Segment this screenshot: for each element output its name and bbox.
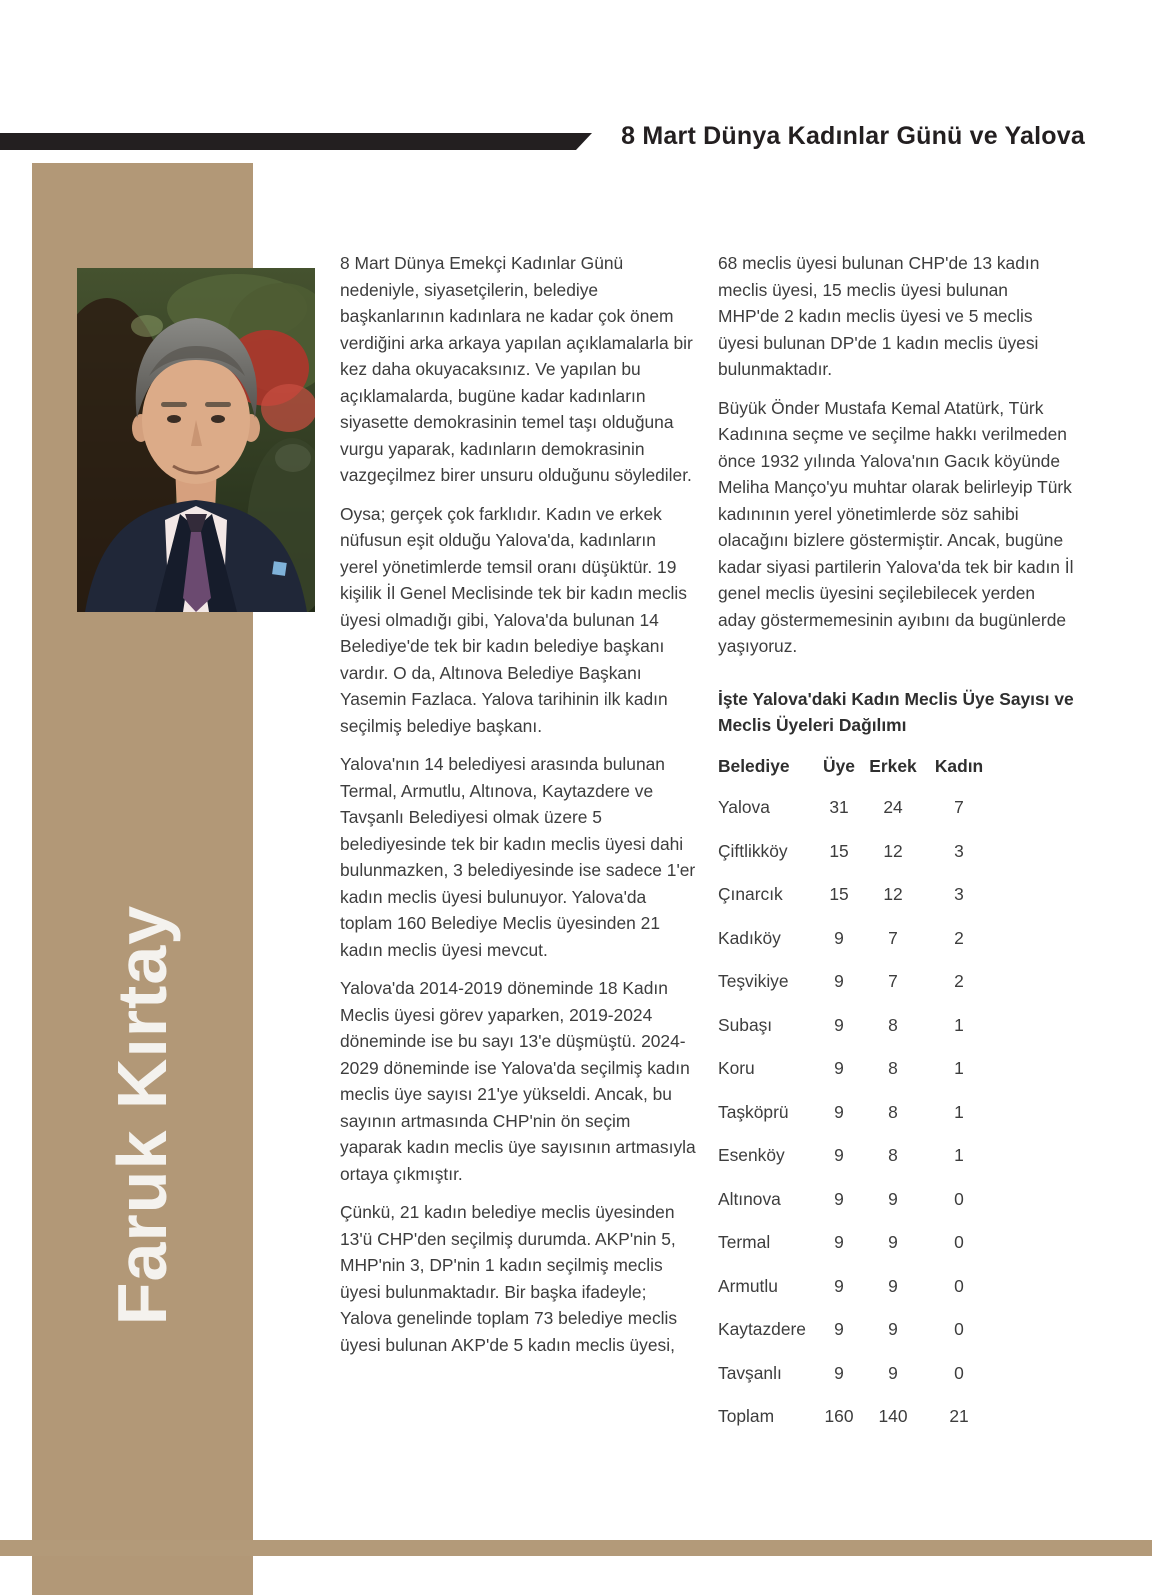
table-cell: 31 [829, 797, 849, 817]
table-cell: Yalova [718, 797, 770, 817]
table-row [718, 1055, 1074, 1082]
table-cell: 9 [834, 1145, 844, 1165]
table-row [718, 881, 1074, 908]
table-cell: 9 [834, 1188, 844, 1209]
author-name: Faruk Kırtay [103, 904, 181, 1326]
table-cell: 8 [888, 1145, 898, 1165]
table-cell: 0 [954, 1188, 964, 1209]
table-cell: 9 [888, 1188, 898, 1209]
paragraph: 68 meclis üyesi bulunan CHP'de 13 kadın meclis üyesi, 15 meclis üyesi bulunan MHP'de 2 kadın meclis üyesi ve 5 meclis üyesi bulunan DP'de 1 kadın meclis üyesi bulunmaktadır. [718, 253, 1040, 379]
table-cell: 9 [834, 971, 844, 991]
table-row [718, 794, 1074, 821]
table-cell: 1 [954, 1145, 964, 1165]
table-cell: 7 [954, 797, 964, 817]
table-header-cell: Belediye [718, 755, 790, 776]
table-row [718, 1142, 1074, 1169]
table-cell: 0 [954, 1275, 964, 1296]
table-header-cell: Üye [823, 755, 855, 776]
table-row [718, 1360, 1074, 1387]
table-cell: 3 [954, 840, 964, 861]
table-cell: 2 [954, 971, 964, 991]
right-column [718, 250, 1074, 1447]
table-cell: Subaşı [718, 1014, 773, 1035]
table-row [718, 1403, 1074, 1430]
table-row [718, 1316, 1074, 1343]
table-cell: Kadıköy [718, 927, 781, 948]
author-portrait-photo [77, 268, 315, 612]
table-cell: 12 [883, 840, 903, 861]
paragraph: Yalova'nın 14 belediyesi arasında bulunan Termal, Armutlu, Altınova, Kaytazdere ve Tavşanlı Belediyesi olmak üzere 5 belediyesinde tek bir kadın meclis üyesi dahi bulunmazken, 3 belediyesinde ise sadece 1'er kadın meclis üyesi bulunuyor. Yalova'da toplam 160 Belediye Meclis üyesinden 21 kadın meclis üyesi mevcut. [340, 754, 696, 960]
table-cell: Altınova [718, 1188, 781, 1209]
paragraph: Çünkü, 21 kadın belediye meclis üyesinden 13'ü CHP'den seçilmiş durumda. AKP'nin 5, MHP'nin 3, DP'nin 1 kadın seçilmiş meclis üyesi bulunmaktadır. Bir başka ifadeyle; Yalova genelinde toplam 73 belediye meclis üyesi bulunan AKP'de 5 kadın meclis üyesi, [340, 1202, 678, 1355]
table-cell: Kaytazdere [718, 1319, 806, 1339]
footer-accent-bar [0, 1540, 1152, 1556]
table-cell: 9 [834, 1058, 844, 1078]
table-body [718, 794, 1074, 1430]
table-cell: 160 [824, 1406, 854, 1426]
table-cell: 8 [888, 1014, 898, 1035]
table-cell: Esenköy [718, 1145, 785, 1165]
table-cell: Teşvikiye [718, 971, 789, 991]
table-cell: 9 [834, 1362, 844, 1383]
table-cell: 3 [954, 884, 964, 904]
table-cell: Koru [718, 1058, 755, 1078]
header-accent-bar [0, 133, 592, 150]
table-cell: 7 [888, 927, 898, 948]
table-cell: 9 [834, 1319, 844, 1339]
table-cell: 9 [888, 1275, 898, 1296]
table-cell: 0 [954, 1362, 964, 1383]
table-row [718, 968, 1074, 995]
table-row [718, 1273, 1074, 1300]
council-table [718, 753, 1074, 1430]
table-cell: 9 [888, 1232, 898, 1252]
table-header-cell: Kadın [934, 755, 984, 776]
table-cell: Toplam [718, 1406, 775, 1426]
table-cell: 1 [954, 1058, 964, 1078]
table-cell: 8 [888, 1101, 898, 1122]
paragraph: Büyük Önder Mustafa Kemal Atatürk, Türk Kadınına seçme ve seçilme hakkı verilmeden önce 1932 yılında Yalova'nın Gacık köyünde Meliha Manço'yu muhtar olarak belirleyip Türk kadınının yerel yönetimlerde söz sahibi olacağını bizlere göstermiştir. Ancak, bugüne kadar siyasi partilerin Yalova'da tek bir kadın İl genel meclis üyesini seçilebilecek yerden aday göstermemesinin ayıbını da bugünlerde yaşıyoruz. [718, 397, 1074, 656]
table-cell: Çınarcık [718, 884, 783, 904]
table-cell: Tavşanlı [718, 1362, 782, 1383]
table-cell: Taşköprü [718, 1101, 789, 1122]
table-header-row [718, 753, 1074, 780]
table-cell: 9 [834, 1014, 844, 1035]
table-cell: 0 [954, 1232, 964, 1252]
table-cell: 24 [883, 797, 903, 817]
table-row [718, 1012, 1074, 1039]
table-cell: 140 [878, 1406, 908, 1426]
table-cell: 12 [883, 884, 903, 904]
table-cell: 8 [888, 1058, 898, 1078]
table-cell: 15 [829, 884, 849, 904]
table-cell: 9 [834, 927, 844, 948]
table-row [718, 838, 1074, 865]
table-cell: 9 [834, 1232, 844, 1252]
portrait-illustration [77, 268, 315, 612]
page-title: 8 Mart Dünya Kadınlar Günü ve Yalova [621, 122, 1085, 150]
table-cell: 21 [949, 1406, 969, 1426]
table-cell: 1 [954, 1014, 964, 1035]
table-cell: 1 [954, 1101, 964, 1122]
left-column [340, 250, 696, 1370]
table-row [718, 1186, 1074, 1213]
table-cell: 9 [834, 1275, 844, 1296]
table-row [718, 1229, 1074, 1256]
table-title: İşte Yalova'daki Kadın Meclis Üye Sayısı ve Meclis Üyeleri Dağılımı [718, 688, 1074, 735]
table-cell: 9 [834, 1101, 844, 1122]
table-cell: Çiftlikköy [718, 840, 788, 861]
table-cell: 7 [888, 971, 898, 991]
table-cell: Armutlu [718, 1275, 778, 1296]
table-cell: 15 [829, 840, 849, 861]
table-row [718, 925, 1074, 952]
right-column-text [718, 250, 1074, 660]
table-cell: 2 [954, 927, 964, 948]
paragraph: Yalova'da 2014-2019 döneminde 18 Kadın Meclis üyesi görev yaparken, 2019-2024 döneminde ise bu sayı 13'e düşmüştü. 2024-2029 döneminde ise Yalova'da seçilmiş kadın meclis üye sayısı 21'ye yükseldi. Ancak, bu sayının artmasında CHP'nin ön seçim yaparak kadın meclis üye sayısının artmasıyla ortaya çıkmıştır. [340, 978, 696, 1184]
table-cell: 9 [888, 1319, 898, 1339]
paragraph: Oysa; gerçek çok farklıdır. Kadın ve erkek nüfusun eşit olduğu Yalova'da, kadınların yerel yönetimlerde temsil oranı düşüktür. 19 kişilik İl Genel Meclisinde tek bir kadın meclis üyesi olmadığı gibi, Yalova'da bulunan 14 Belediye'de tek bir kadın belediye başkanı vardır. O da, Altınova Belediye Başkanı Yasemin Fazlaca. Yalova tarihinin ilk kadın seçilmiş belediye başkanı. [340, 503, 687, 736]
table-cell: 0 [954, 1319, 964, 1339]
table-row [718, 1099, 1074, 1126]
table-cell: Termal [718, 1232, 771, 1252]
paragraph: 8 Mart Dünya Emekçi Kadınlar Günü nedeniyle, siyasetçilerin, belediye başkanlarının kadınlara ne kadar çok önem verdiğini arka arkaya yapılan açıklamalarla bir kez daha okuyacaksınız. Ve yapılan bu açıklamalarda, bugüne kadar kadınların siyasette demokrasinin temel taşı olduğuna vurgu yaparak, kadınların demokrasinin vazgeçilmez birer unsuru olduğunu söylediler. [340, 253, 693, 485]
table-cell: 9 [888, 1362, 898, 1383]
table-header-cell: Erkek [869, 755, 917, 776]
